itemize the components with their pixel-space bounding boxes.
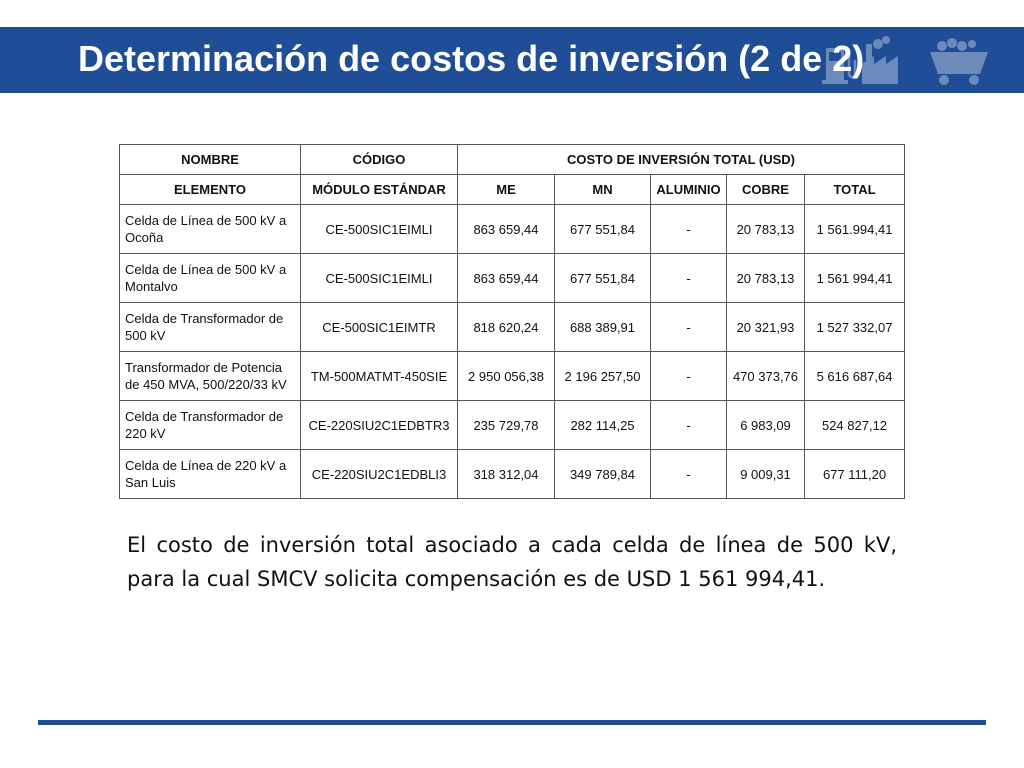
header-me: ME xyxy=(458,175,555,205)
row-name: Celda de Línea de 500 kV a Ocoña xyxy=(120,205,301,254)
header-cobre: COBRE xyxy=(727,175,805,205)
row-total: 1 561 994,41 xyxy=(805,254,905,303)
row-mn: 349 789,84 xyxy=(555,450,651,499)
table-row xyxy=(120,303,905,352)
header-cost-group: COSTO DE INVERSIÓN TOTAL (USD) xyxy=(458,145,905,175)
row-me: 863 659,44 xyxy=(458,205,555,254)
row-cobre: 470 373,76 xyxy=(727,352,805,401)
row-me: 818 620,24 xyxy=(458,303,555,352)
table-row xyxy=(120,401,905,450)
row-cobre: 20 783,13 xyxy=(727,205,805,254)
row-me: 2 950 056,38 xyxy=(458,352,555,401)
row-me: 318 312,04 xyxy=(458,450,555,499)
row-code: CE-500SIC1EIMTR xyxy=(301,303,458,352)
row-code: CE-500SIC1EIMLI xyxy=(301,205,458,254)
row-aluminio: - xyxy=(651,401,727,450)
row-mn: 677 551,84 xyxy=(555,254,651,303)
row-aluminio: - xyxy=(651,254,727,303)
header-code-line2: MÓDULO ESTÁNDAR xyxy=(301,175,458,205)
header-aluminio: ALUMINIO xyxy=(651,175,727,205)
header-row-2 xyxy=(120,175,905,205)
row-total: 1 527 332,07 xyxy=(805,303,905,352)
row-name: Celda de Transformador de 220 kV xyxy=(120,401,301,450)
row-mn: 2 196 257,50 xyxy=(555,352,651,401)
row-code: TM-500MATMT-450SIE xyxy=(301,352,458,401)
row-mn: 688 389,91 xyxy=(555,303,651,352)
header-name-line2: ELEMENTO xyxy=(120,175,301,205)
table-row xyxy=(120,352,905,401)
row-total: 677 111,20 xyxy=(805,450,905,499)
row-mn: 677 551,84 xyxy=(555,205,651,254)
row-aluminio: - xyxy=(651,303,727,352)
row-cobre: 9 009,31 xyxy=(727,450,805,499)
row-total: 5 616 687,64 xyxy=(805,352,905,401)
row-total: 524 827,12 xyxy=(805,401,905,450)
row-name: Celda de Transformador de 500 kV xyxy=(120,303,301,352)
row-me: 235 729,78 xyxy=(458,401,555,450)
header-total: TOTAL xyxy=(805,175,905,205)
row-name: Celda de Línea de 500 kV a Montalvo xyxy=(120,254,301,303)
row-aluminio: - xyxy=(651,205,727,254)
factory-icon xyxy=(862,36,898,84)
header-code-line1: CÓDIGO xyxy=(301,145,458,175)
row-cobre: 6 983,09 xyxy=(727,401,805,450)
row-aluminio: - xyxy=(651,352,727,401)
row-code: CE-220SIU2C1EDBTR3 xyxy=(301,401,458,450)
footer-divider xyxy=(38,720,986,725)
mining-cart-icon xyxy=(930,38,988,85)
row-mn: 282 114,25 xyxy=(555,401,651,450)
table-row xyxy=(120,205,905,254)
row-name: Celda de Línea de 220 kV a San Luis xyxy=(120,450,301,499)
row-total: 1 561.994,41 xyxy=(805,205,905,254)
row-cobre: 20 783,13 xyxy=(727,254,805,303)
row-code: CE-500SIC1EIMLI xyxy=(301,254,458,303)
slide-title: Determinación de costos de inversión (2 de 2) xyxy=(78,38,865,79)
row-cobre: 20 321,93 xyxy=(727,303,805,352)
summary-paragraph: El costo de inversión total asociado a cada celda de línea de 500 kV, para la cual SMCV solicita compensación es de USD 1 561 994,41. xyxy=(127,533,897,591)
row-name: Transformador de Potencia de 450 MVA, 500/220/33 kV xyxy=(120,352,301,401)
row-aluminio: - xyxy=(651,450,727,499)
header-mn: MN xyxy=(555,175,651,205)
table-row xyxy=(120,254,905,303)
row-me: 863 659,44 xyxy=(458,254,555,303)
header-name-line1: NOMBRE xyxy=(120,145,301,175)
row-code: CE-220SIU2C1EDBLI3 xyxy=(301,450,458,499)
table-row xyxy=(120,450,905,499)
investment-cost-table xyxy=(119,144,905,499)
header-row-1 xyxy=(120,145,905,175)
